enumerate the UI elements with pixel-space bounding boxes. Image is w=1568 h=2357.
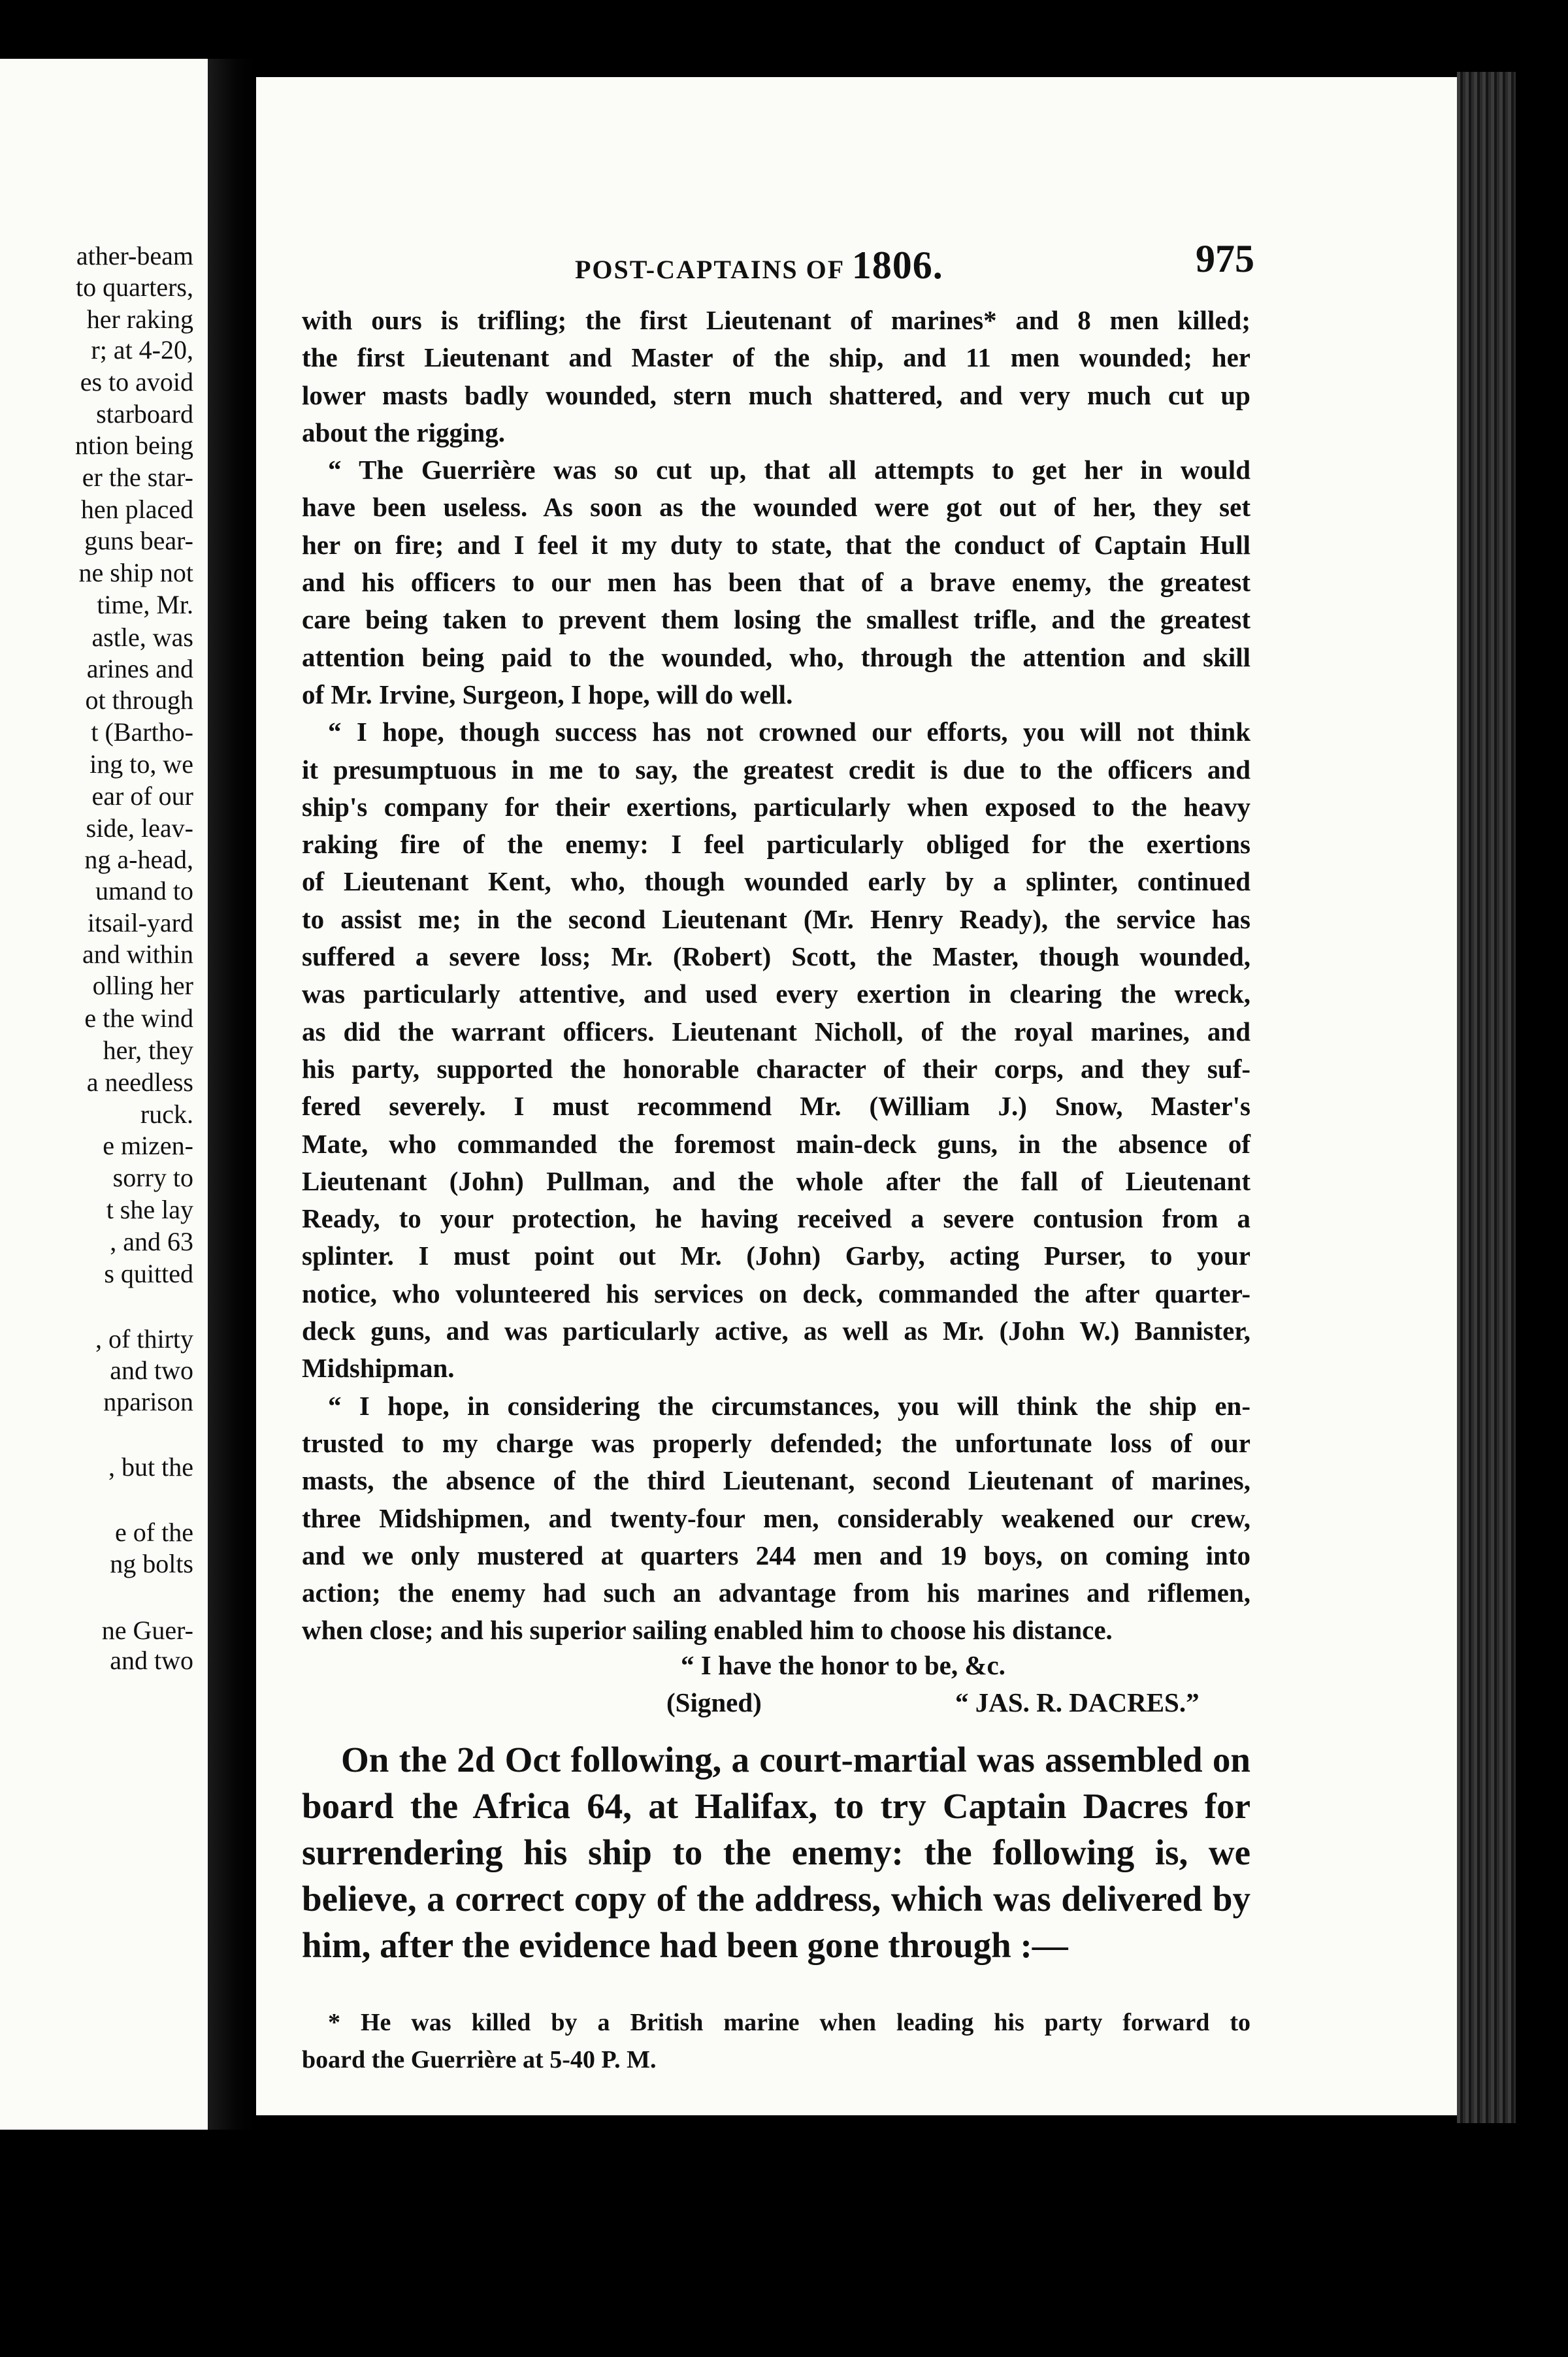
left-page-fragment: ather-beam: [76, 241, 193, 270]
body-line: his party, supported the honorable character of their corps, and they suf-: [302, 1053, 1250, 1084]
body-line: of Lieutenant Kent, who, though wounded early by a splinter, continued: [302, 866, 1250, 897]
body-line: masts, the absence of the third Lieutenant, second Lieutenant of marines,: [302, 1465, 1250, 1496]
left-page-fragment: time, Mr.: [97, 590, 193, 619]
left-page-fragment: ear of our: [91, 781, 193, 811]
footnote-line: * He was killed by a British marine when leading his party forward to: [328, 2009, 1250, 2036]
left-page-fragment: t (Bartho-: [91, 717, 193, 747]
narrative-line: surrendering his ship to the enemy: the following is, we: [302, 1832, 1250, 1872]
left-page-fragment: t she lay: [106, 1195, 193, 1224]
narrative-line: board the Africa 64, at Halifax, to try Captain Dacres for: [302, 1786, 1250, 1826]
left-page-fragment: and two: [110, 1356, 193, 1385]
body-line: and his officers to our men has been that of a brave enemy, the greatest: [302, 567, 1250, 598]
previous-page: [0, 59, 209, 2130]
left-page-fragment: sorry to: [112, 1163, 193, 1192]
body-line: splinter. I must point out Mr. (John) Garby, acting Purser, to your: [302, 1241, 1250, 1271]
body-line: her on fire; and I feel it my duty to state, that the conduct of Captain Hull: [302, 529, 1250, 560]
left-page-fragment: itsail-yard: [87, 908, 193, 937]
left-page-fragment: ruck.: [140, 1099, 193, 1129]
body-line: lower masts badly wounded, stern much shattered, and very much cut up: [302, 380, 1250, 410]
body-line: to assist me; in the second Lieutenant (Mr. Henry Ready), the service has: [302, 903, 1250, 934]
narrative-line: him, after the evidence had been gone through :—: [302, 1925, 1068, 1965]
body-line: action; the enemy had such an advantage from his marines and riflemen,: [302, 1578, 1250, 1608]
closing-line: [302, 1650, 1250, 1687]
body-line: ship's company for their exertions, particularly when exposed to the heavy: [302, 791, 1250, 822]
left-page-fragment: umand to: [95, 876, 193, 905]
body-line: about the rigging.: [302, 417, 505, 447]
left-page-fragment: ot through: [85, 685, 193, 715]
running-title: [575, 243, 943, 288]
body-line: was particularly attentive, and used every exertion in clearing the wreck,: [302, 979, 1250, 1009]
body-line: notice, who volunteered his services on deck, commanded the after quarter-: [302, 1278, 1250, 1309]
left-page-fragment: a needless: [86, 1067, 193, 1097]
body-line: Midshipman.: [302, 1353, 455, 1384]
running-head: [307, 236, 1254, 287]
left-page-fragment: starboard: [96, 399, 193, 429]
footnote-line: board the Guerrière at 5-40 P. M.: [302, 2046, 657, 2073]
body-line: as did the warrant officers. Lieutenant Nicholl, of the royal marines, and: [302, 1016, 1250, 1047]
left-page-fragment: ng a-head,: [84, 845, 193, 874]
letter-body: [302, 302, 1250, 1724]
left-page-fragment: side, leav-: [86, 813, 193, 843]
footnote: [302, 2004, 1250, 2079]
left-page-fragment: e of the: [115, 1518, 193, 1547]
body-line: when close; and his superior sailing enabled him to choose his distance.: [302, 1615, 1113, 1646]
body-line: Lieutenant (John) Pullman, and the whole after the fall of Lieutenant: [302, 1165, 1250, 1196]
signature-line: [302, 1687, 1250, 1724]
page-edges: [1457, 72, 1516, 2123]
running-year: 1806.: [851, 244, 943, 287]
left-page-fragment: , and 63: [110, 1227, 193, 1256]
left-page-fragment: olling her: [92, 971, 193, 1000]
body-line: raking fire of the enemy: I feel particularly obliged for the exertions: [302, 829, 1250, 860]
body-line: Mate, who commanded the foremost main-deck guns, in the absence of: [302, 1128, 1250, 1159]
left-page-fragment: and within: [82, 939, 193, 969]
body-line: care being taken to prevent them losing the smallest trifle, and the greatest: [302, 604, 1250, 635]
body-line: suffered a severe loss; Mr. (Robert) Scott, the Master, though wounded,: [302, 941, 1250, 972]
left-page-fragment: arines and: [86, 654, 193, 683]
left-page-fragment: ng bolts: [110, 1549, 193, 1578]
body-line: fered severely. I must recommend Mr. (William J.) Snow, Master's: [302, 1091, 1250, 1122]
closing-text: “ I have the honor to be, &c.: [681, 1650, 1005, 1680]
narrative-paragraph: [302, 1736, 1250, 1968]
body-line: “ I hope, though success has not crowned our efforts, you will not think: [328, 717, 1250, 747]
body-line: “ The Guerrière was so cut up, that all attempts to get her in would: [328, 455, 1250, 485]
left-page-fragment: her raking: [86, 304, 193, 334]
body-line: have been useless. As soon as the wounded were got out of her, they set: [302, 492, 1250, 523]
body-line: the first Lieutenant and Master of the ship, and 11 men wounded; her: [302, 342, 1250, 373]
body-line: attention being paid to the wounded, who, through the attention and skill: [302, 642, 1250, 672]
body-line: trusted to my charge was properly defended; the unfortunate loss of our: [302, 1427, 1250, 1458]
narrative-line: believe, a correct copy of the address, which was delivered by: [302, 1879, 1250, 1919]
running-title-text: POST-CAPTAINS OF: [575, 255, 844, 284]
body-line: with ours is trifling; the first Lieutenant of marines* and 8 men killed;: [302, 305, 1250, 335]
page-number: 975: [1196, 237, 1254, 280]
left-page-fragment: guns bear-: [84, 526, 193, 555]
left-page-fragment: and two: [110, 1646, 193, 1675]
left-page-fragment: astle, was: [91, 623, 193, 652]
left-page-fragment: to quarters,: [76, 272, 193, 302]
left-page-fragment: es to avoid: [80, 367, 193, 397]
left-page-fragment: e mizen-: [103, 1131, 193, 1160]
left-page-fragment: , of thirty: [95, 1324, 193, 1354]
body-line: Ready, to your protection, he having received a severe contusion from a: [302, 1203, 1250, 1234]
left-page-fragment: her, they: [103, 1035, 193, 1065]
body-line: “ I hope, in considering the circumstances, you will think the ship en-: [328, 1390, 1250, 1421]
left-page-fragment: e the wind: [84, 1003, 193, 1033]
left-page-fragment: s quitted: [104, 1259, 193, 1288]
signed-label: (Signed): [666, 1687, 762, 1717]
body-line: and we only mustered at quarters 244 men and 19 boys, on coming into: [302, 1540, 1250, 1570]
left-page-fragment: hen placed: [80, 495, 193, 524]
left-page-fragment: ing to, we: [90, 749, 193, 779]
book-gutter: [208, 59, 255, 2130]
left-page-fragment: , but the: [108, 1452, 193, 1482]
signature-name: “ JAS. R. DACRES.”: [955, 1687, 1200, 1717]
left-page-fragment: ne ship not: [78, 558, 193, 587]
narrative-line: On the 2d Oct following, a court-martial was assembled on: [341, 1740, 1250, 1780]
left-page-fragment: er the star-: [82, 463, 193, 492]
left-page-fragment: ntion being: [74, 431, 193, 460]
body-line: deck guns, and was particularly active, as well as Mr. (John W.) Bannister,: [302, 1316, 1250, 1346]
left-page-fragment: nparison: [103, 1387, 193, 1416]
body-line: of Mr. Irvine, Surgeon, I hope, will do well.: [302, 679, 793, 709]
body-line: it presumptuous in me to say, the greatest credit is due to the officers and: [302, 754, 1250, 785]
body-line: three Midshipmen, and twenty-four men, considerably weakened our crew,: [302, 1503, 1250, 1533]
left-page-fragment: r; at 4-20,: [91, 335, 193, 365]
left-page-fragment: ne Guer-: [101, 1616, 193, 1645]
